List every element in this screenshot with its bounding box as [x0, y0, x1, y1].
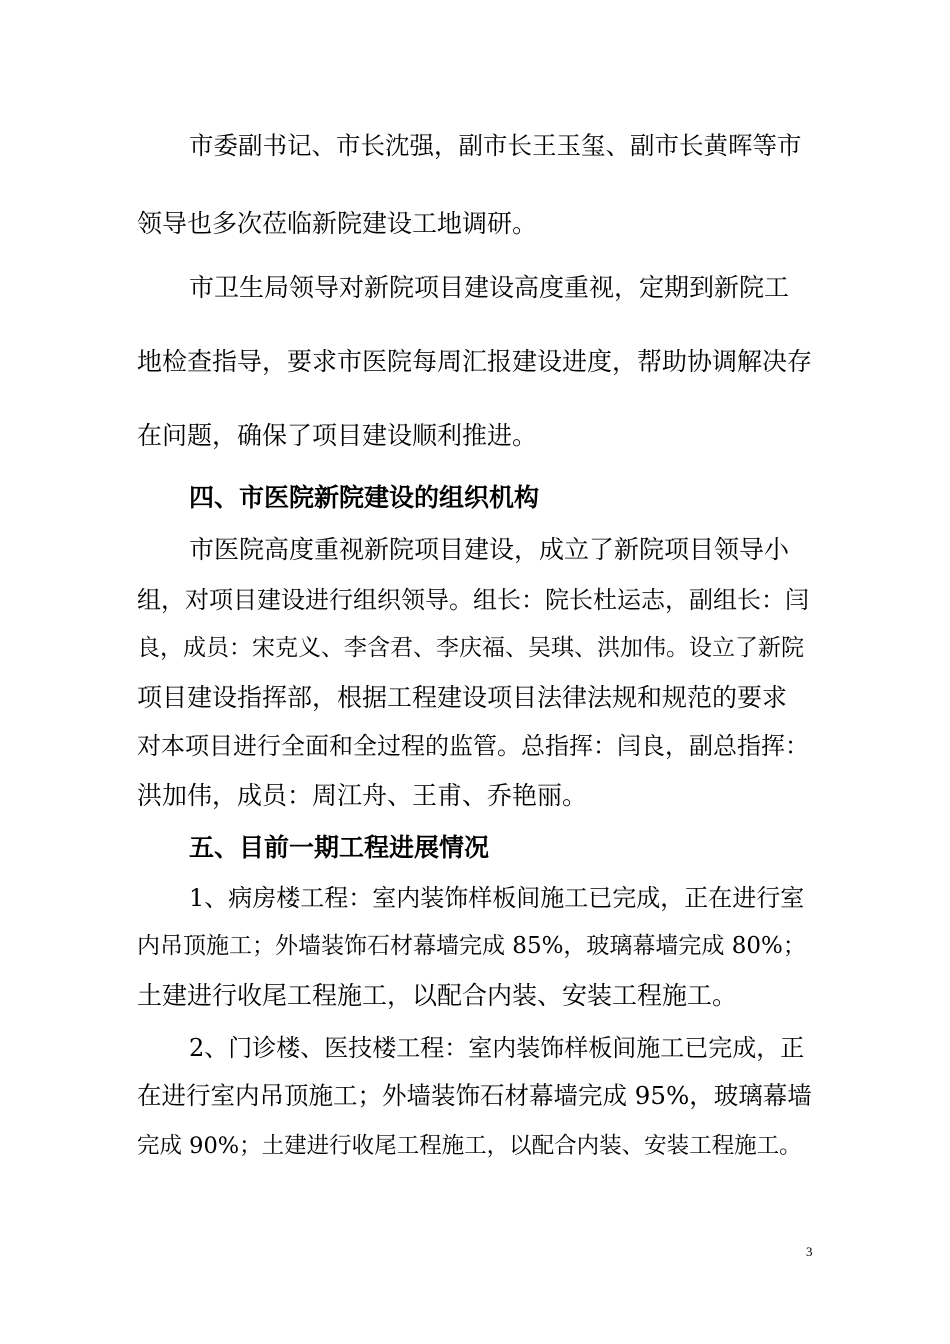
text-p1-l1: 市委副书记、市长沈强，副市长王玉玺、副市长黄晖等市 — [189, 131, 802, 160]
paragraph-line — [0, 126, 950, 166]
text-s4-l5: 对本项目进行全面和全过程的监管。总指挥：闫良，副总指挥： — [137, 732, 809, 760]
text-s4-l2: 组，对项目建设进行组织领导。组长：院长杜运志，副组长：闫 — [137, 586, 809, 614]
text-p2-l2: 地检查指导，要求市医院每周汇报建设进度，帮助协调解决存 — [137, 347, 813, 376]
text-s4-l6: 洪加伟，成员：周江舟、王甫、乔艳丽。 — [137, 781, 588, 810]
page-number: 3 — [806, 1244, 813, 1259]
text-p2-l3: 在问题，确保了项目建设顺利推进。 — [137, 421, 538, 450]
text-s5-i1-l2: 内吊顶施工；外墙装饰石材幕墙完成 85%，玻璃幕墙完成 80%； — [137, 933, 806, 959]
paragraph-line — [0, 678, 950, 718]
text-s5-i2-l2: 在进行室内吊顶施工；外墙装饰石材幕墙完成 95%，玻璃幕墙 — [137, 1081, 812, 1110]
text-s4-l3: 良，成员：宋克义、李含君、李庆福、吴琪、洪加伟。设立了新院 — [137, 635, 804, 661]
paragraph-line — [0, 416, 950, 456]
paragraph-line — [0, 1028, 950, 1068]
paragraph-line — [0, 726, 950, 766]
text-s5-i2-l3: 完成 90%；土建进行收尾工程施工，以配合内装、安装工程施工。 — [137, 1133, 802, 1159]
paragraph-line — [0, 204, 950, 244]
text-s5-i2-l1: 2、门诊楼、医技楼工程：室内装饰样板间施工已完成，正 — [189, 1034, 805, 1062]
paragraph-line — [0, 1126, 950, 1166]
text-s5-i1-l3: 土建进行收尾工程施工，以配合内装、安装工程施工。 — [137, 981, 738, 1010]
paragraph-line — [0, 268, 950, 308]
paragraph-line — [0, 926, 950, 966]
heading-section-4: 四、市医院新院建设的组织机构 — [189, 483, 540, 512]
paragraph-line — [0, 580, 950, 620]
paragraph-line — [0, 878, 950, 918]
paragraph-line — [0, 342, 950, 382]
section-heading — [0, 478, 950, 518]
paragraph-line — [0, 530, 950, 570]
paragraph-line — [0, 776, 950, 816]
heading-section-5: 五、目前一期工程进展情况 — [189, 833, 490, 862]
paragraph-line — [0, 628, 950, 668]
text-p2-l1: 市卫生局领导对新院项目建设高度重视，定期到新院工 — [189, 273, 790, 302]
section-heading — [0, 828, 950, 868]
text-s5-i1-l1: 1、病房楼工程：室内装饰样板间施工已完成，正在进行室 — [189, 884, 805, 912]
paragraph-line — [0, 1076, 950, 1116]
text-s4-l4: 项目建设指挥部，根据工程建设项目法律法规和规范的要求 — [137, 683, 788, 712]
paragraph-line — [0, 976, 950, 1016]
text-p1-l2: 领导也多次莅临新院建设工地调研。 — [137, 209, 538, 238]
text-s4-l1: 市医院高度重视新院项目建设，成立了新院项目领导小 — [189, 535, 790, 564]
